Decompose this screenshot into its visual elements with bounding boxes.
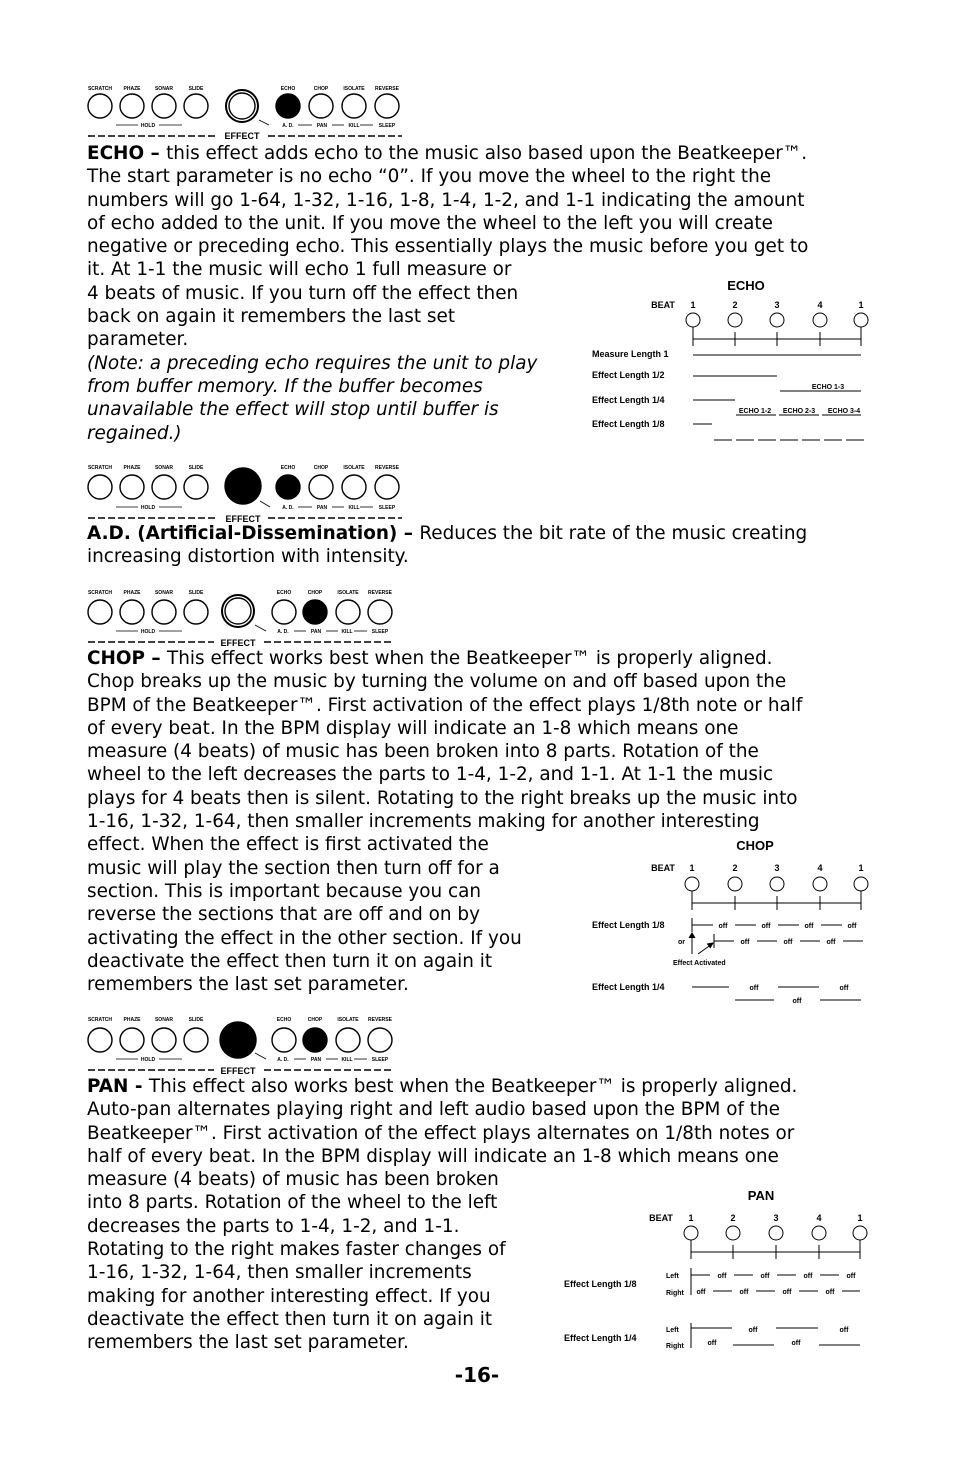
beat-circle [813, 313, 827, 327]
row-label: Effect Length 1/4 [592, 982, 665, 992]
chop-line: remembers the last set parameter. [87, 974, 409, 996]
beat-number: 1 [688, 1213, 694, 1223]
beat-number: 2 [732, 300, 738, 310]
label-phaze: PHAZE [123, 590, 141, 596]
label-reverse: REVERSE [375, 465, 399, 471]
label-isolate: ISOLATE [337, 1017, 359, 1023]
sonar-button[interactable] [152, 600, 176, 624]
label-sleep: SLEEP [378, 123, 396, 129]
echo-note [87, 353, 537, 444]
off-label: off [739, 1289, 749, 1296]
label-sleep: SLEEP [371, 629, 389, 635]
label-scratch: SCRATCH [87, 590, 113, 596]
chop-line: wheel to the left decreases the parts to 1-4, 1-2, and 1-1. At 1-1 the music [87, 764, 774, 786]
effect-label: EFFECT [220, 638, 256, 648]
beat-number: 1 [857, 1213, 863, 1223]
echo-line: this effect adds echo to the music also based upon the Beatkeeper™. [166, 143, 808, 164]
echo-line: parameter. [87, 329, 189, 351]
label-sonar: SONAR [154, 465, 174, 471]
label-isolate: ISOLATE [337, 590, 359, 596]
row-label: Effect Length 1/4 [592, 395, 665, 405]
off-label: off [761, 923, 771, 930]
label-pan: PAN [316, 123, 328, 129]
effect-activated-label: Effect Activated [673, 960, 726, 967]
beat-circle [728, 313, 742, 327]
reverse-button[interactable] [368, 600, 392, 624]
chop-line: BPM of the Beatkeeper™. First activation of the effect plays 1/8th note or half [87, 694, 803, 716]
row-label: Effect Length 1/4 [564, 1333, 637, 1343]
phaze-button[interactable] [120, 475, 144, 499]
echo-note-line: unavailable the effect will stop until buffer is [87, 399, 499, 421]
left-label: Left [666, 1273, 679, 1280]
echo-tag: ECHO 1-3 [811, 384, 845, 391]
off-label: off [748, 1327, 758, 1334]
off-label: off [749, 985, 759, 992]
beat-number: 4 [817, 300, 823, 310]
echo-line: The start parameter is no echo “0”. If you move the wheel to the right the [87, 166, 772, 188]
label-sonar: SONAR [154, 86, 174, 92]
beat-circle [854, 313, 868, 327]
effect-label: EFFECT [224, 131, 260, 141]
label-hold: HOLD [140, 123, 156, 129]
row-label: Effect Length 1/8 [592, 419, 665, 429]
label-isolate: ISOLATE [343, 465, 365, 471]
scratch-button[interactable] [88, 94, 112, 118]
ad-paragraph [87, 522, 907, 569]
right-label: Right [666, 1343, 684, 1350]
row-label: Effect Length 1/8 [564, 1279, 637, 1289]
beat-circle [685, 877, 699, 891]
effect-panel-echo [86, 84, 406, 144]
off-label: off [839, 985, 849, 992]
label-ad: A. D. [282, 505, 294, 511]
chop-line: of every beat. In the BPM display will indicate an 1-8 which means one [87, 717, 739, 739]
pan-line: This effect also works best when the Beatkeeper™ is properly aligned. [148, 1076, 798, 1097]
echo-heading: ECHO – [87, 143, 167, 164]
chop-button-active[interactable] [303, 600, 327, 624]
effect-panel-graphic [86, 463, 406, 523]
chop-button[interactable] [309, 475, 333, 499]
label-chop: CHOP [307, 1017, 323, 1023]
effect-wheel-inner [225, 598, 251, 624]
phaze-button[interactable] [120, 600, 144, 624]
chop-heading: CHOP – [87, 648, 168, 669]
isolate-button[interactable] [342, 475, 366, 499]
off-label: off [825, 1289, 835, 1296]
ad-line: increasing distortion with intensity. [87, 546, 409, 568]
scratch-button[interactable] [88, 600, 112, 624]
label-reverse: REVERSE [368, 590, 392, 596]
label-hold: HOLD [140, 629, 156, 635]
pan-heading: PAN - [87, 1076, 149, 1097]
label-reverse: REVERSE [368, 1017, 392, 1023]
chop-line: activating the effect in the other section. If you [87, 927, 522, 949]
beat-number: 1 [858, 863, 864, 873]
beat-circle [686, 313, 700, 327]
echo-tag: ECHO 1-2 [738, 408, 772, 415]
label-kill: KILL [341, 1057, 353, 1063]
beat-number: 3 [774, 863, 780, 873]
beat-number: 1 [858, 300, 864, 310]
page-number: -16- [454, 1363, 500, 1387]
echo-line: it. At 1-1 the music will echo 1 full measure or [87, 259, 512, 281]
slide-button[interactable] [184, 600, 208, 624]
reverse-button[interactable] [375, 475, 399, 499]
chop-line: effect. When the effect is first activated the [87, 834, 489, 856]
effect-panel-pan [86, 1015, 406, 1075]
label-sleep: SLEEP [378, 505, 396, 511]
beat-number: 1 [690, 300, 696, 310]
left-label: Left [666, 1327, 679, 1334]
off-label: off [826, 939, 836, 946]
echo-line: of echo added to the unit. If you move the wheel to the left you will create [87, 212, 773, 234]
or-label: or [678, 939, 685, 946]
chop-line: deactivate the effect then turn it on again it [87, 950, 493, 972]
label-slide: SLIDE [188, 86, 204, 92]
echo-diagram [588, 274, 878, 446]
chop-line: Chop breaks up the music by turning the volume on and off based upon the [87, 671, 787, 693]
pan-line: making for another interesting effect. If you [87, 1285, 491, 1307]
label-slide: SLIDE [188, 465, 204, 471]
pan-line: half of every beat. In the BPM display will indicate an 1-8 which means one [87, 1145, 779, 1167]
label-sleep: SLEEP [371, 1057, 389, 1063]
off-label: off [717, 1273, 727, 1280]
label-echo: ECHO [276, 1017, 292, 1023]
echo-button[interactable] [272, 1028, 296, 1052]
label-pan: PAN [316, 505, 328, 511]
effect-wheel-active[interactable] [220, 1022, 256, 1058]
beat-number: 2 [730, 1213, 736, 1223]
effect-label: EFFECT [220, 1066, 256, 1075]
echo-button[interactable] [272, 600, 296, 624]
effect-label: EFFECT [225, 514, 261, 523]
label-pan: PAN [310, 629, 322, 635]
label-scratch: SCRATCH [87, 1017, 113, 1023]
echo-note-line: from buffer memory. If the buffer becomes [87, 375, 483, 397]
ad-heading: A.D. (Artificial-Dissemination) – [87, 523, 420, 544]
beat-number: 1 [689, 863, 695, 873]
slide-button[interactable] [184, 1028, 208, 1052]
chop-line: This effect works best when the Beatkeeper™ is properly aligned. [167, 648, 773, 669]
label-ad: A. D. [277, 1057, 289, 1063]
label-reverse: REVERSE [375, 86, 399, 92]
isolate-button[interactable] [336, 1028, 360, 1052]
beat-number: 3 [773, 1213, 779, 1223]
beat-circle [770, 877, 784, 891]
effect-panel-graphic [86, 1015, 406, 1075]
off-label: off [792, 998, 802, 1005]
sonar-button[interactable] [152, 1028, 176, 1052]
echo-line: back on again it remembers the last set [87, 306, 456, 328]
ad-button-active[interactable] [276, 475, 300, 499]
off-label: off [847, 923, 857, 930]
label-isolate: ISOLATE [343, 86, 365, 92]
label-phaze: PHAZE [123, 86, 141, 92]
chop-diagram-title: CHOP [736, 838, 774, 853]
label-ad: A. D. [277, 629, 289, 635]
off-label: off [803, 1273, 813, 1280]
label-pan: PAN [310, 1057, 322, 1063]
pan-button-active[interactable] [303, 1028, 327, 1052]
row-label: Effect Length 1/8 [592, 920, 665, 930]
beat-circle [813, 877, 827, 891]
phaze-button[interactable] [120, 94, 144, 118]
label-slide: SLIDE [188, 590, 204, 596]
pan-line: measure (4 beats) of music has been broken [87, 1169, 499, 1191]
pan-line: into 8 parts. Rotation of the wheel to the left [87, 1192, 498, 1214]
label-echo: ECHO [276, 590, 292, 596]
echo-line: 4 beats of music. If you turn off the effect then [87, 282, 519, 304]
echo-note-line: regained.) [87, 422, 182, 444]
label-chop: CHOP [307, 590, 323, 596]
reverse-button[interactable] [375, 94, 399, 118]
scratch-button[interactable] [88, 475, 112, 499]
effect-wheel[interactable] [222, 595, 254, 627]
label-chop: CHOP [313, 465, 329, 471]
off-label: off [696, 1289, 706, 1296]
effect-panel-graphic [86, 84, 406, 144]
beat-number: 3 [774, 300, 780, 310]
beat-circle [854, 877, 868, 891]
label-kill: KILL [348, 123, 360, 129]
effect-panel-graphic [86, 588, 406, 648]
label-sonar: SONAR [154, 1017, 174, 1023]
phaze-button[interactable] [120, 1028, 144, 1052]
pan-line: deactivate the effect then turn it on again it [87, 1308, 493, 1330]
chop-line: measure (4 beats) of music has been broken into 8 parts. Rotation of the [87, 741, 759, 763]
off-label: off [846, 1273, 856, 1280]
echo-tag: ECHO 3-4 [827, 408, 861, 415]
label-scratch: SCRATCH [87, 86, 113, 92]
label-hold: HOLD [140, 1057, 156, 1063]
pan-line: 1-16, 1-32, 1-64, then smaller increments [87, 1262, 472, 1284]
chop-line: section. This is important because you can [87, 880, 482, 902]
chop-diagram [588, 834, 878, 1009]
pan-diagram-title: PAN [747, 1188, 775, 1203]
echo-line: negative or preceding echo. This essentially plays the music before you get to [87, 236, 809, 258]
pan-line: Rotating to the right makes faster changes of [87, 1239, 506, 1261]
slide-button[interactable] [184, 475, 208, 499]
chop-button[interactable] [309, 94, 333, 118]
sonar-button[interactable] [152, 475, 176, 499]
chop-line: plays for 4 beats then is silent. Rotating to the right breaks up the music into [87, 787, 798, 809]
beat-circle [853, 1226, 867, 1240]
echo-button-active[interactable] [276, 94, 300, 118]
off-label: off [782, 1289, 792, 1296]
pan-line: remembers the last set parameter. [87, 1332, 409, 1354]
effect-wheel[interactable] [226, 90, 258, 122]
effect-wheel-inner [229, 93, 255, 119]
isolate-button[interactable] [342, 94, 366, 118]
slide-button[interactable] [184, 94, 208, 118]
label-scratch: SCRATCH [87, 465, 113, 471]
label-sonar: SONAR [154, 590, 174, 596]
effect-panel-chop [86, 588, 406, 648]
label-echo: ECHO [280, 86, 296, 92]
scratch-button[interactable] [88, 1028, 112, 1052]
pan-line: Beatkeeper™. First activation of the effect plays alternates on 1/8th notes or [87, 1122, 795, 1144]
beat-number: 4 [816, 1213, 822, 1223]
echo-tag: ECHO 2-3 [782, 408, 816, 415]
beat-label: BEAT [649, 1213, 673, 1223]
beat-circle [770, 313, 784, 327]
chop-line: 1-16, 1-32, 1-64, then smaller increments making for another interesting [87, 811, 760, 833]
echo-line: numbers will go 1-64, 1-32, 1-16, 1-8, 1-4, 1-2, and 1-1 indicating the amount [87, 189, 805, 211]
off-label: off [718, 923, 728, 930]
effect-panel-ad [86, 463, 406, 523]
label-slide: SLIDE [188, 1017, 204, 1023]
label-phaze: PHAZE [123, 1017, 141, 1023]
beat-circle [812, 1226, 826, 1240]
chop-line: music will play the section then turn off for a [87, 857, 500, 879]
effect-wheel-active[interactable] [225, 468, 261, 504]
label-hold: HOLD [140, 505, 156, 511]
reverse-button[interactable] [368, 1028, 392, 1052]
isolate-button[interactable] [336, 600, 360, 624]
label-echo: ECHO [280, 465, 296, 471]
beat-label: BEAT [651, 300, 675, 310]
off-label: off [804, 923, 814, 930]
row-label: Effect Length 1/2 [592, 370, 665, 380]
beat-number: 4 [817, 863, 823, 873]
label-ad: A. D. [282, 123, 294, 129]
label-phaze: PHAZE [123, 465, 141, 471]
pan-line: decreases the parts to 1-4, 1-2, and 1-1. [87, 1215, 460, 1237]
echo-note-line: (Note: a preceding echo requires the unit to play [87, 352, 538, 374]
off-label: off [783, 939, 793, 946]
pan-diagram [560, 1183, 878, 1355]
beat-circle [684, 1226, 698, 1240]
beat-circle [769, 1226, 783, 1240]
label-kill: KILL [348, 505, 360, 511]
ad-line: Reduces the bit rate of the music creating [419, 523, 808, 544]
chop-line: reverse the sections that are off and on by [87, 904, 480, 926]
right-label: Right [666, 1290, 684, 1297]
off-label: off [760, 1273, 770, 1280]
beat-number: 2 [732, 863, 738, 873]
label-chop: CHOP [313, 86, 329, 92]
off-label: off [740, 939, 750, 946]
beat-label: BEAT [651, 863, 675, 873]
beat-circle [728, 877, 742, 891]
beat-circle [726, 1226, 740, 1240]
off-label: off [707, 1340, 717, 1347]
off-label: off [791, 1340, 801, 1347]
off-label: off [839, 1327, 849, 1334]
row-label: Measure Length 1 [592, 349, 669, 359]
label-kill: KILL [341, 629, 353, 635]
pan-line: Auto-pan alternates playing right and left audio based upon the BPM of the [87, 1099, 780, 1121]
sonar-button[interactable] [152, 94, 176, 118]
echo-diagram-title: ECHO [727, 278, 765, 293]
